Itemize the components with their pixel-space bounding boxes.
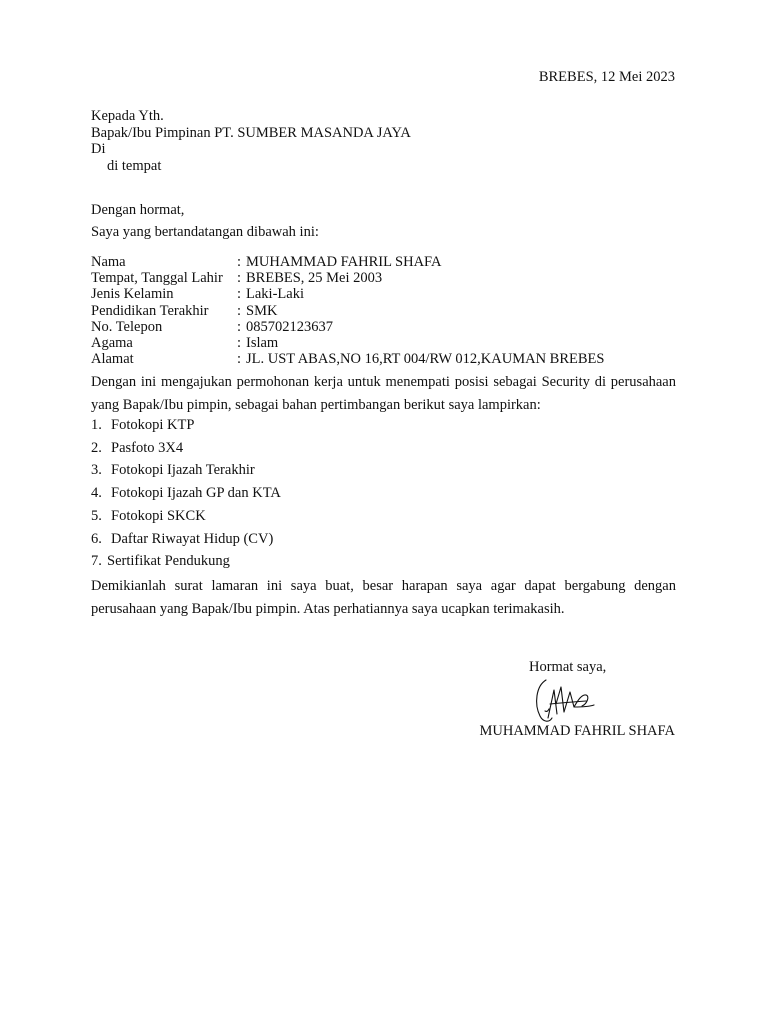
list-text: Fotokopi Ijazah Terakhir [111, 462, 255, 479]
detail-value: Laki-Laki [246, 286, 304, 303]
closing-phrase: Hormat saya, [529, 659, 607, 675]
detail-separator: : [237, 302, 242, 319]
list-number: 2. [91, 439, 102, 456]
detail-label: Alamat [91, 351, 134, 368]
signature-icon [530, 674, 608, 726]
detail-separator: : [237, 254, 242, 270]
applicant-details [91, 254, 604, 367]
list-item [91, 459, 281, 482]
closing-paragraph: Demikianlah surat lamaran ini saya buat, besar harapan saya agar dapat bergabung dengan perusahaan yang Bapak/Ibu pimpin. Atas perhatiannya saya ucapkan terimakasih. [91, 578, 676, 617]
list-number: 3. [91, 462, 102, 479]
detail-value: MUHAMMAD FAHRIL SHAFA [246, 254, 442, 270]
list-item [91, 550, 281, 573]
list-item [91, 414, 281, 437]
detail-row [91, 319, 604, 335]
list-number: 4. [91, 485, 102, 502]
detail-row [91, 286, 604, 302]
recipient-block [91, 108, 411, 174]
intro-line: Saya yang bertandatangan dibawah ini: [91, 224, 319, 240]
detail-row [91, 303, 604, 319]
detail-label: Tempat, Tanggal Lahir [91, 270, 223, 287]
detail-value: Islam [246, 335, 279, 352]
detail-separator: : [237, 286, 242, 303]
list-text: Fotokopi KTP [111, 417, 195, 433]
recipient-line-3: Di [91, 141, 106, 157]
list-text: Daftar Riwayat Hidup (CV) [111, 530, 274, 547]
detail-label: Agama [91, 335, 133, 352]
detail-label: Pendidikan Terakhir [91, 302, 209, 319]
letter-date: BREBES, 12 Mei 2023 [538, 69, 675, 85]
detail-separator: : [237, 270, 242, 287]
detail-row [91, 351, 604, 367]
recipient-line-4: di tempat [107, 157, 162, 174]
detail-separator: : [237, 351, 242, 368]
list-number: 6. [91, 530, 102, 547]
detail-row [91, 254, 604, 270]
list-item [91, 528, 281, 551]
list-item [91, 505, 281, 528]
list-text: Sertifikat Pendukung [107, 553, 230, 570]
detail-row [91, 270, 604, 286]
detail-value: BREBES, 25 Mei 2003 [246, 270, 383, 287]
list-number: 5. [91, 507, 102, 524]
recipient-line-1: Kepada Yth. [91, 108, 164, 124]
detail-label: Jenis Kelamin [91, 286, 174, 303]
list-number: 7. [91, 553, 102, 570]
detail-separator: : [237, 318, 242, 335]
detail-value: JL. UST ABAS,NO 16,RT 004/RW 012,KAUMAN BREBES [246, 351, 605, 368]
detail-separator: : [237, 335, 242, 352]
body-paragraph: Dengan ini mengajukan permohonan kerja untuk menempati posisi sebagai Security di perusahaan yang Bapak/Ibu pimpin, sebagai bahan pertimbangan berikut saya lampirkan: [91, 374, 676, 413]
recipient-line-2: Bapak/Ibu Pimpinan PT. SUMBER MASANDA JAYA [91, 124, 411, 141]
list-item [91, 437, 281, 460]
detail-label: Nama [91, 254, 126, 270]
list-text: Fotokopi Ijazah GP dan KTA [111, 485, 281, 502]
detail-label: No. Telepon [91, 318, 163, 335]
detail-row [91, 335, 604, 351]
list-text: Fotokopi SKCK [111, 507, 206, 524]
greeting-block [91, 199, 319, 243]
detail-value: SMK [246, 302, 278, 319]
list-number: 1. [91, 417, 102, 433]
attachment-list [91, 414, 281, 573]
detail-value: 085702123637 [246, 318, 333, 335]
salutation: Dengan hormat, [91, 202, 185, 218]
list-text: Pasfoto 3X4 [111, 439, 184, 456]
list-item [91, 482, 281, 505]
signer-name: MUHAMMAD FAHRIL SHAFA [479, 723, 675, 739]
